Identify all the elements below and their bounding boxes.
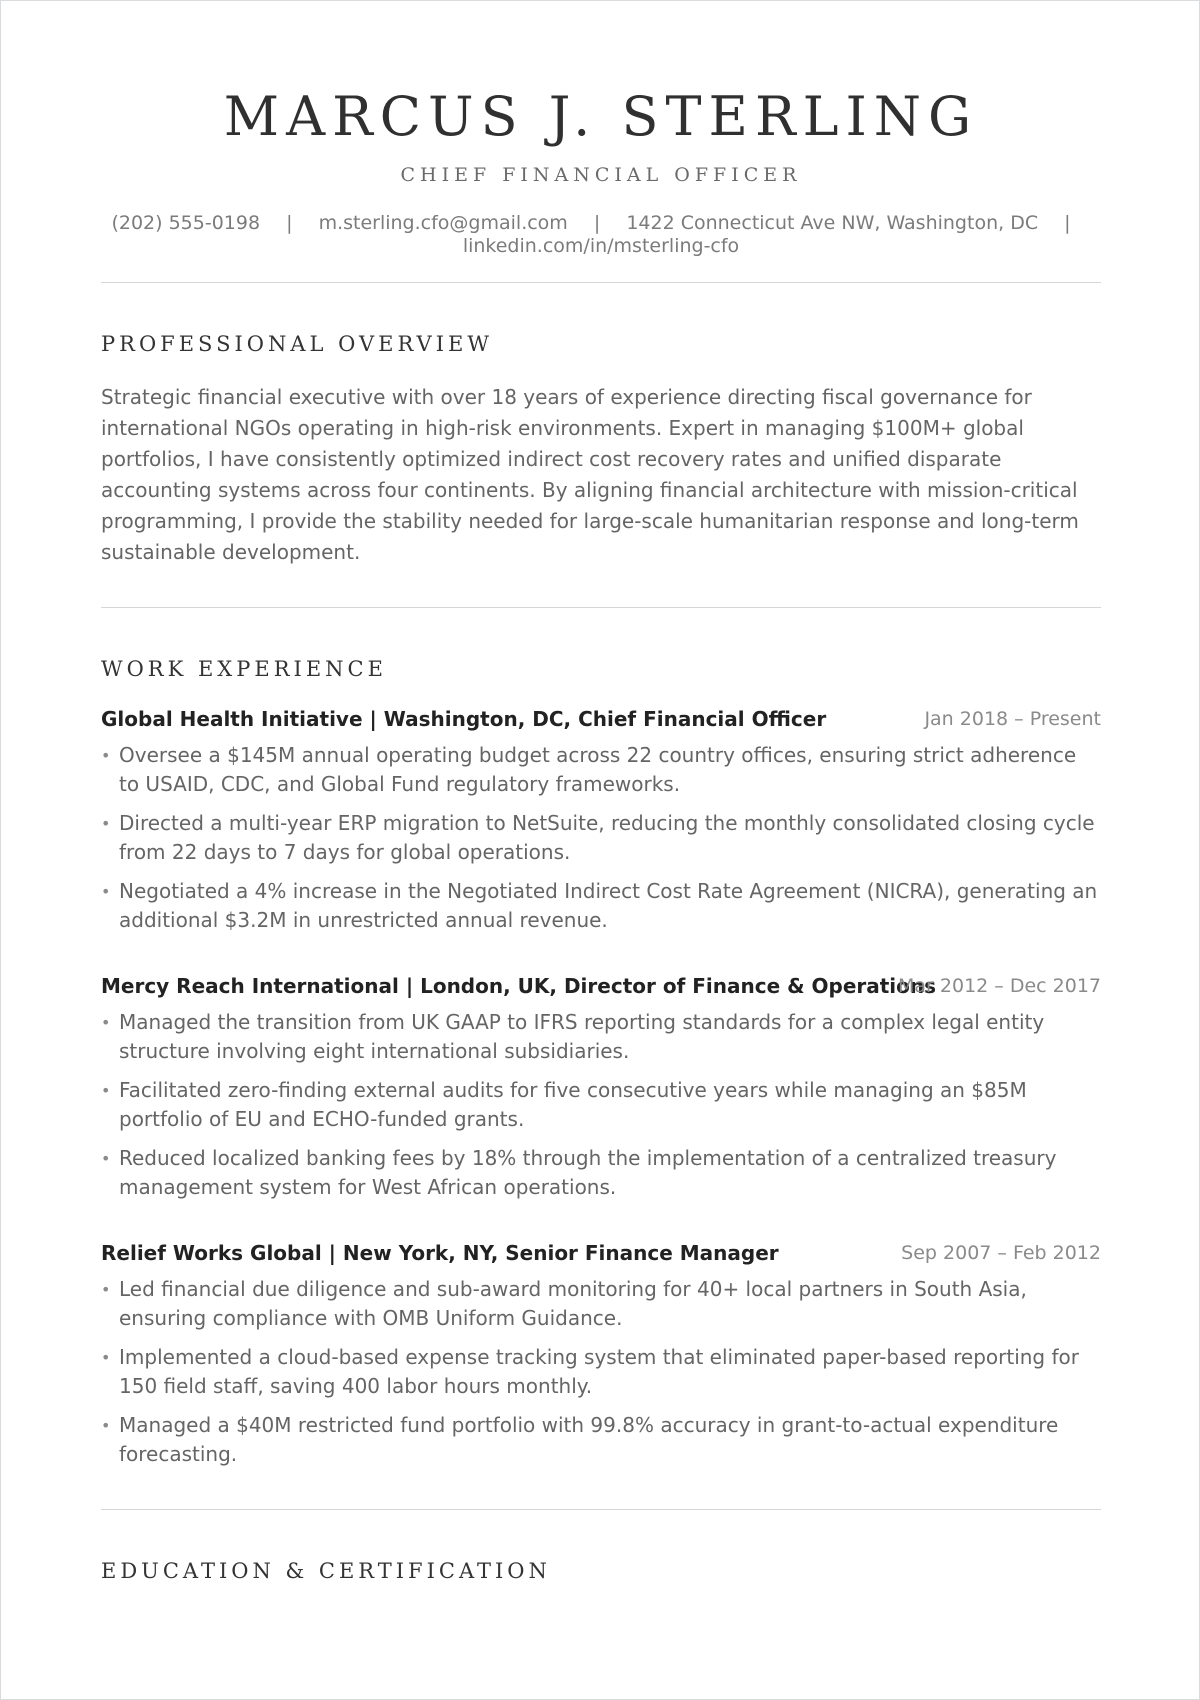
job-header <box>101 1239 1101 1267</box>
bullet-dot-icon: • <box>101 1416 111 1435</box>
bullet-text: Directed a multi-year ERP migration to NetSuite, reducing the monthly consolidated closing cycle from 22 days to 7 days for global operations. <box>119 811 1095 864</box>
job-heading: Relief Works Global | New York, NY, Senior Finance Manager <box>101 1241 779 1265</box>
job-bullet <box>101 1076 1101 1134</box>
bullet-dot-icon: • <box>101 1149 111 1168</box>
contact-line-primary <box>101 212 1101 235</box>
experience-divider <box>101 1509 1101 1510</box>
contact-linkedin: linkedin.com/in/msterling-cfo <box>462 235 740 257</box>
candidate-title: CHIEF FINANCIAL OFFICER <box>400 164 802 186</box>
job-header <box>101 705 1101 733</box>
job-heading: Mercy Reach International | London, UK, Director of Finance & Operations <box>101 974 937 998</box>
bullet-dot-icon: • <box>101 1013 111 1032</box>
bullet-text: Oversee a $145M annual operating budget across 22 country offices, ensuring strict adherence to USAID, CDC, and Global Fund regulatory frameworks. <box>119 743 1077 796</box>
contact-separator: | <box>593 212 601 234</box>
education-heading: EDUCATION & CERTIFICATION <box>101 1559 551 1583</box>
contact-email: m.sterling.cfo@gmail.com <box>318 212 568 234</box>
job-entry <box>101 1239 1101 1479</box>
job-header <box>101 972 1101 1000</box>
bullet-dot-icon: • <box>101 882 111 901</box>
contact-line-secondary <box>101 235 1101 258</box>
contact-separator: | <box>286 212 293 234</box>
bullet-text: Managed the transition from UK GAAP to IFRS reporting standards for a complex legal entity structure involving eight international subsidiaries. <box>119 1010 1045 1063</box>
bullet-text: Managed a $40M restricted fund portfolio with 99.8% accuracy in grant-to-actual expenditure forecasting. <box>119 1413 1059 1466</box>
bullet-text: Facilitated zero-finding external audits for five consecutive years while managing an $85M portfolio of EU and ECHO-funded grants. <box>119 1078 1027 1131</box>
overview-heading: PROFESSIONAL OVERVIEW <box>101 332 493 356</box>
bullet-text: Negotiated a 4% increase in the Negotiated Indirect Cost Rate Agreement (NICRA), generating an additional $3.2M in unrestricted annual revenue. <box>119 879 1098 932</box>
overview-divider <box>101 607 1101 608</box>
job-bullets <box>101 1275 1101 1469</box>
contact-phone: (202) 555-0198 <box>111 212 261 234</box>
bullet-dot-icon: • <box>101 1280 111 1299</box>
job-bullet <box>101 1008 1101 1066</box>
job-dates: Mar 2012 – Dec 2017 <box>898 975 1101 997</box>
bullet-text: Led financial due diligence and sub-award monitoring for 40+ local partners in South Asia, ensuring compliance with OMB Uniform Guidance. <box>119 1277 1027 1330</box>
bullet-dot-icon: • <box>101 1348 111 1367</box>
contact-separator: | <box>1064 212 1071 234</box>
bullet-dot-icon: • <box>101 746 111 765</box>
job-dates: Jan 2018 – Present <box>924 708 1101 730</box>
bullet-dot-icon: • <box>101 814 111 833</box>
candidate-name: MARCUS J. STERLING <box>223 85 979 148</box>
overview-paragraph: Strategic financial executive with over 18 years of experience directing fiscal governance for international NGOs operating in high-risk environments. Expert in managing $100M+ global portfolios, I have consistently optimized indirect cost recovery rates and unified disparate accounting systems across four continents. By aligning financial architecture with mission-critical programming, I provide the stability needed for large-scale humanitarian response and long-term sustainable development. <box>101 385 1079 564</box>
job-entry <box>101 972 1101 1212</box>
contact-info <box>101 212 1101 258</box>
experience-heading: WORK EXPERIENCE <box>101 657 387 681</box>
header-divider <box>101 282 1101 283</box>
job-bullet <box>101 809 1101 867</box>
contact-address: 1422 Connecticut Ave NW, Washington, DC <box>626 212 1039 234</box>
job-dates: Sep 2007 – Feb 2012 <box>901 1242 1101 1264</box>
job-heading: Global Health Initiative | Washington, DC, Chief Financial Officer <box>101 707 827 731</box>
bullet-text: Implemented a cloud-based expense tracking system that eliminated paper-based reporting for 150 field staff, saving 400 labor hours monthly. <box>119 1345 1079 1398</box>
job-bullet <box>101 1275 1101 1333</box>
job-entry <box>101 705 1101 945</box>
job-bullet <box>101 1144 1101 1202</box>
job-bullet <box>101 877 1101 935</box>
job-bullets <box>101 1008 1101 1202</box>
job-bullet <box>101 1411 1101 1469</box>
bullet-text: Reduced localized banking fees by 18% through the implementation of a centralized treasury management system for West African operations. <box>119 1146 1057 1199</box>
bullet-dot-icon: • <box>101 1081 111 1100</box>
job-bullets <box>101 741 1101 935</box>
job-bullet <box>101 1343 1101 1401</box>
job-bullet <box>101 741 1101 799</box>
